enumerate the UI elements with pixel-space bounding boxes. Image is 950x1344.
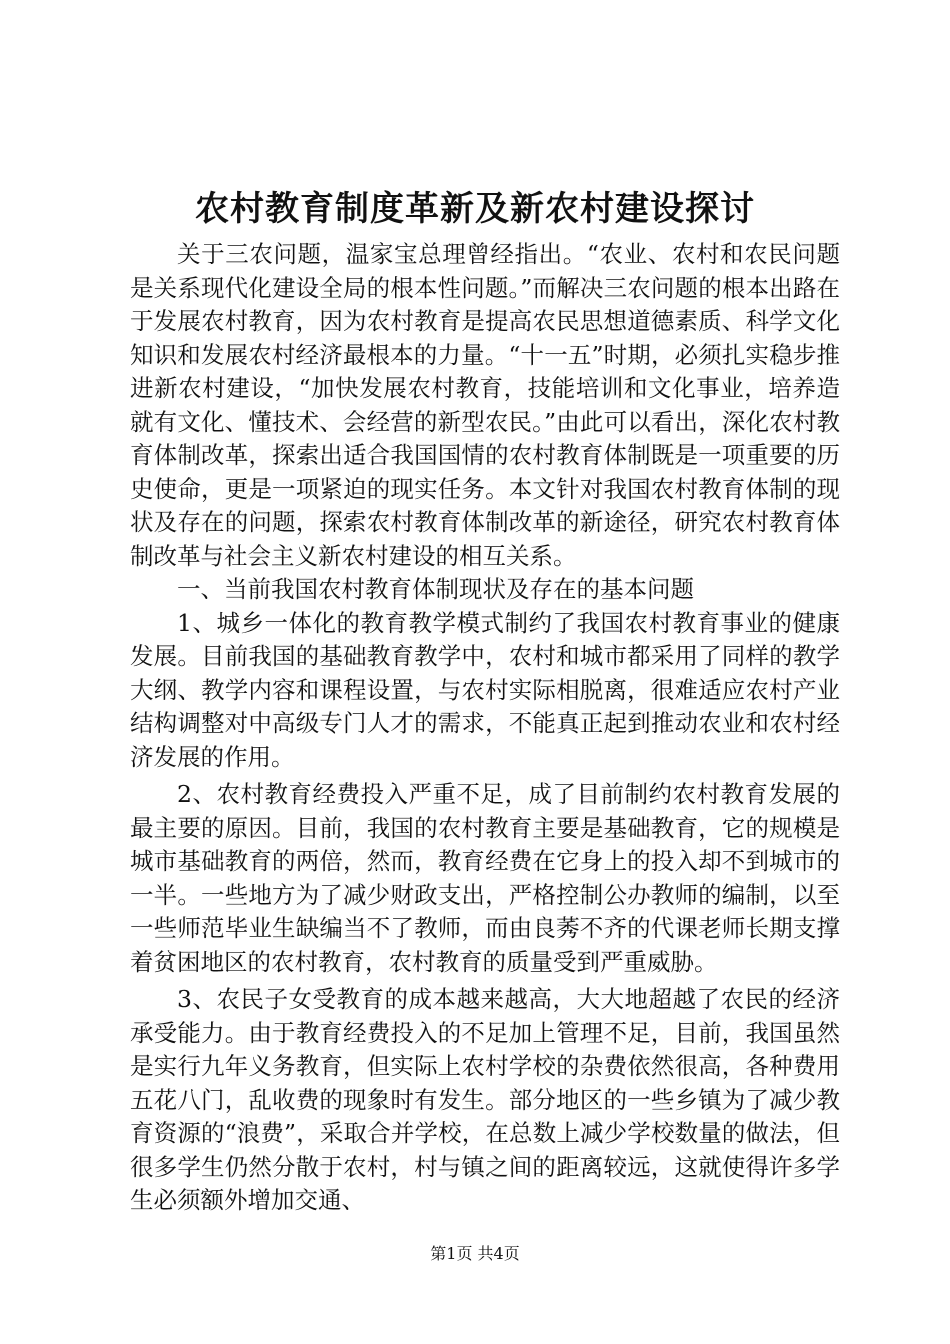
document-title: 农村教育制度革新及新农村建设探讨 xyxy=(195,189,755,229)
page-footer: 第1页 共4页 xyxy=(430,1244,520,1263)
paragraph-point-2: 2、农村教育经费投入严重不足，成了目前制约农村教育发展的最主要的原因。目前，我国的农村教育主要是基础教育，它的规模是城市基础教育的两倍，然而，教育经费在它身上的投入却不到城市的一半。一些地方为了减少财政支出，严格控制公办教师的编制，以至一些师范毕业生缺编当不了教师，而由良莠不齐的代课老师长期支撑着贫困地区的农村教育，农村教育的质量受到严重威胁。 xyxy=(130,780,840,976)
paragraph-point-3: 3、农民子女受教育的成本越来越高，大大地超越了农民的经济承受能力。由于教育经费投入的不足加上管理不足，目前，我国虽然是实行九年义务教育，但实际上农村学校的杂费依然很高，各种费用五花八门，乱收费的现象时有发生。部分地区的一些乡镇为了减少教育资源的“浪费”，采取合并学校，在总数上减少学校数量的做法，但很多学生仍然分散于农村，村与镇之间的距离较远，这就使得许多学生必须额外增加交通、 xyxy=(130,985,840,1214)
paragraph-intro: 关于三农问题，温家宝总理曾经指出。“农业、农村和农民问题是关系现代化建设全局的根本性问题。”而解决三农问题的根本出路在于发展农村教育，因为农村教育是提高农民思想道德素质、科学文化知识和发展农村经济最根本的力量。“十一五”时期，必须扎实稳步推进新农村建设，“加快发展农村教育，技能培训和文化事业，培养造就有文化、懂技术、会经营的新型农民。”由此可以看出，深化农村教育体制改革，探索出适合我国国情的农村教育体制既是一项重要的历史使命，更是一项紧迫的现实任务。本文针对我国农村教育体制的现状及存在的问题，探索农村教育体制改革的新途径，研究农村教育体制改革与社会主义新农村建设的相互关系。 xyxy=(130,240,840,570)
section-heading: 一、当前我国农村教育体制现状及存在的基本问题 xyxy=(177,575,694,603)
document-body xyxy=(130,238,840,1218)
paragraph-point-1: 1、城乡一体化的教育教学模式制约了我国农村教育事业的健康发展。目前我国的基础教育教学中，农村和城市都采用了同样的教学大纲、教学内容和课程设置，与农村实际相脱离，很难适应农村产业结构调整对中高级专门人才的需求，不能真正起到推动农业和农村经济发展的作用。 xyxy=(130,608,840,771)
